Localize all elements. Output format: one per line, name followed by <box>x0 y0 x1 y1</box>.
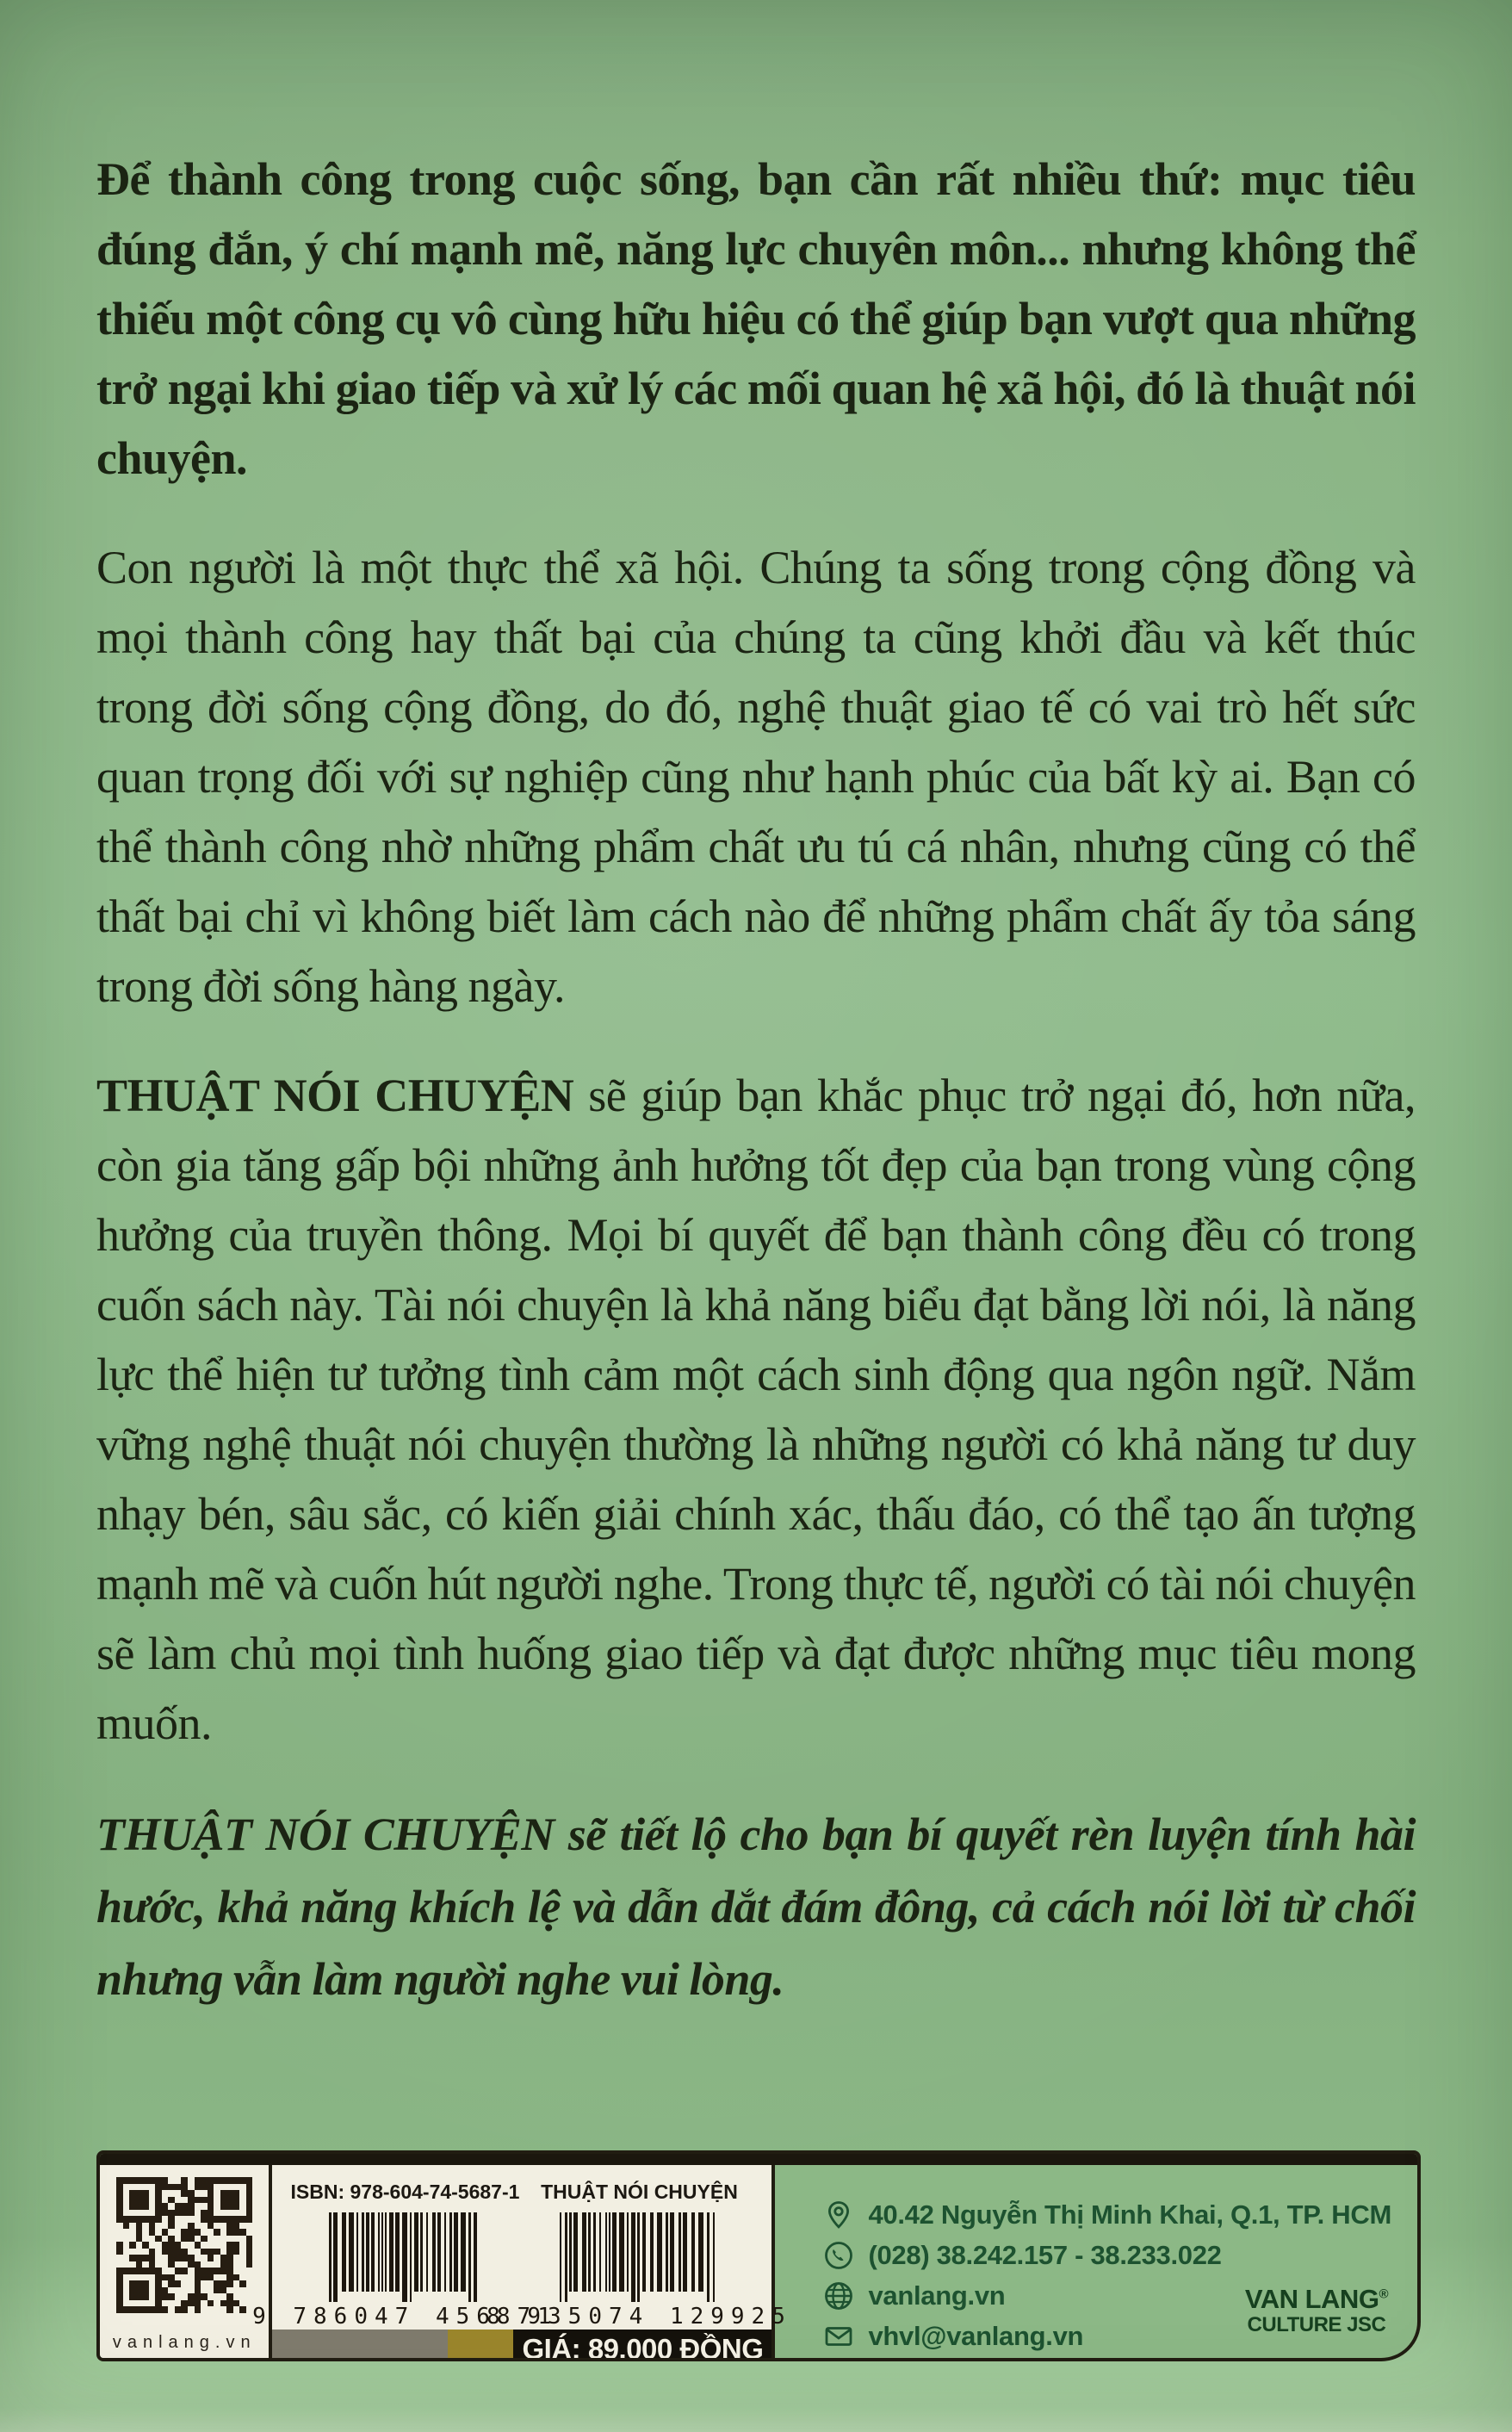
price-text: GIÁ: 89.000 ĐỒNG <box>522 2333 764 2361</box>
ean-digits: 8 935074 129925 <box>486 2304 792 2330</box>
contact-address: 40.42 Nguyễn Thị Minh Khai, Q.1, TP. HCM <box>868 2199 1391 2230</box>
barcode-panel <box>252 2165 792 2361</box>
contact-address-row <box>823 2199 1391 2230</box>
blurb-paragraph-1: Để thành công trong cuộc sống, bạn cần rất nhiều thứ: mục tiêu đúng đắn, ý chí mạnh mẽ, năng lực chuyên môn... nhưng không thể thiếu một công cụ vô cùng hữu hiệu có thể giúp bạn vượt qua những trở ngại khi giao tiếp và xử lý các mối quan hệ xã hội, đó là thuật nói chuyện. <box>96 153 1416 484</box>
barcodes <box>252 2165 792 2330</box>
ean-title: THUẬT NÓI CHUYỆN <box>541 2181 738 2203</box>
blurb-paragraph-4-text: sẽ tiết lộ cho bạn bí quyết rèn luyện tính hài hước, khả năng khích lệ và dẫn dắt đám đông, cả cách nói lời từ chối nhưng vẫn làm người nghe vui lòng. <box>96 1808 1416 2005</box>
publisher-subtitle: CULTURE JSC <box>1247 2312 1386 2336</box>
publisher-label <box>96 2150 1421 2361</box>
book-title-lead-italic: THUẬT NÓI CHUYỆN <box>96 1808 555 1860</box>
blurb-paragraph-3 <box>96 1061 1416 1759</box>
isbn-digits: 9 786047 456871 <box>252 2304 558 2330</box>
ean-barcode <box>560 2212 719 2302</box>
label-body <box>100 2165 1417 2361</box>
blurb-paragraph-4 <box>96 1798 1416 2015</box>
price-strip <box>272 2330 771 2361</box>
ean-block <box>486 2174 792 2330</box>
blurb-paragraph-2: Con người là một thực thể xã hội. Chúng ta sống trong cộng đồng và mọi thành công hay thất bại của chúng ta cũng khởi đầu và kết thúc trong đời sống cộng đồng, do đó, nghệ thuật giao tế có vai trò hết sức quan trọng đối với sự nghiệp cũng như hạnh phúc của bất kỳ ai. Bạn có thể thành công nhờ những phẩm chất ưu tú cá nhân, nhưng cũng có thể thất bại chỉ vì không biết làm cách nào để những phẩm chất ấy tỏa sáng trong đời sống hàng ngày. <box>96 542 1416 1012</box>
price-box <box>513 2330 771 2361</box>
phone-icon <box>823 2240 854 2271</box>
publisher-name: VAN LANG® <box>1244 2284 1388 2315</box>
registered-mark: ® <box>1379 2286 1388 2302</box>
strip-gray <box>272 2330 448 2361</box>
contact-phone-row <box>823 2240 1391 2271</box>
contact-website: vanlang.vn <box>868 2280 1006 2311</box>
location-pin-icon <box>823 2199 854 2230</box>
contact-email: vhvl@vanlang.vn <box>868 2321 1084 2351</box>
isbn-title: ISBN: 978-604-74-5687-1 <box>290 2181 520 2203</box>
blurb-section <box>96 145 1416 2055</box>
contact-panel <box>775 2165 1417 2358</box>
publisher-logo <box>1245 2286 1388 2336</box>
isbn-barcode <box>329 2212 481 2302</box>
qr-code <box>116 2177 252 2313</box>
qr-panel <box>100 2165 272 2358</box>
qr-caption: vanlang.vn <box>112 2333 257 2352</box>
contact-phone: (028) 38.242.157 - 38.233.022 <box>868 2240 1222 2270</box>
blurb-paragraph-3-text: sẽ giúp bạn khắc phục trở ngại đó, hơn nữa, còn gia tăng gấp bội những ảnh hưởng tốt đẹp của bạn trong vùng cộng hưởng của truyền thông. Mọi bí quyết để bạn thành công đều có trong cuốn sách này. Tài nói chuyện là khả năng biểu đạt bằng lời nói, là năng lực thể hiện tư tưởng tình cảm một cách sinh động qua ngôn ngữ. Nắm vững nghệ thuật nói chuyện thường là những người có khả năng tư duy nhạy bén, sâu sắc, có kiến giải chính xác, thấu đáo, có thể tạo ấn tượng mạnh mẽ và cuốn hút người nghe. Trong thực tế, người có tài nói chuyện sẽ làm chủ mọi tình huống giao tiếp và đạt được những mục tiêu mong muốn. <box>96 1070 1416 1749</box>
book-title-lead: THUẬT NÓI CHUYỆN <box>96 1070 574 1121</box>
email-icon <box>823 2321 854 2352</box>
label-top-bar <box>100 2154 1417 2165</box>
strip-olive <box>448 2330 513 2361</box>
globe-icon <box>823 2280 854 2311</box>
